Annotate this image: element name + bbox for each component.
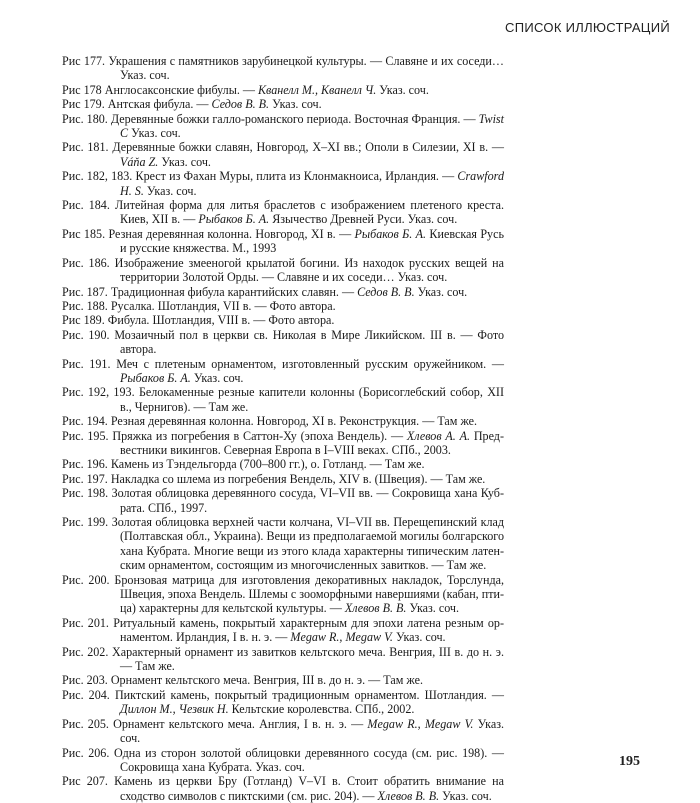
figure-number: Рис. 201. bbox=[62, 615, 109, 630]
caption-text: Резная деревянная колонна. Новгород, XI в. Реконструкция. — Там же. bbox=[110, 414, 478, 429]
figure-number: Рис. 195. bbox=[62, 428, 109, 443]
caption-text: Крест из Фахан Муры, плита из Клонмакноиса, Ирландия. — bbox=[135, 169, 458, 184]
list-item bbox=[62, 645, 504, 674]
figure-number: Рис. 192, 193. bbox=[62, 385, 135, 400]
caption-text: Указ. соч. bbox=[414, 284, 468, 299]
author-citation: Twist C bbox=[120, 111, 504, 141]
figure-number: Рис. 190. bbox=[62, 327, 110, 342]
list-item bbox=[62, 472, 504, 486]
caption-text: Литейная форма для литья браслетов с изображением плетеного креста. Киев, XII в. — bbox=[115, 198, 504, 227]
caption-text: Одна из сторон золотой облицовки деревянного сосуда (см. рис. 198). — Сокровища хана Кубрата. Указ. соч. bbox=[114, 745, 504, 774]
figure-number: Рис. 206. bbox=[62, 745, 110, 760]
caption-text: Золотая облицовка деревянного сосуда, VI–VII вв. — Сокровища хана Кубрата. СПб., 1997. bbox=[111, 486, 504, 515]
author-citation: Crawford H. S. bbox=[120, 169, 504, 198]
list-item bbox=[62, 112, 504, 141]
caption-text: Указ. соч. bbox=[376, 82, 429, 97]
list-item bbox=[62, 746, 504, 775]
caption-text: Киевская Русь и русские княжества. М., 1993 bbox=[120, 226, 504, 256]
caption-text: Резная деревянная колонна. Новгород, XI в. — bbox=[108, 226, 355, 241]
figure-number: Рис. 197. bbox=[62, 471, 108, 486]
caption-text: Пиктский камень, покрытый традиционным орнаментом. Шотландия. — bbox=[114, 687, 504, 702]
caption-text: Русалка. Шотландия, VII в. — Фото автора. bbox=[110, 298, 336, 313]
illustration-list bbox=[62, 54, 504, 803]
list-item bbox=[62, 83, 504, 97]
caption-text: Указ. соч. bbox=[406, 601, 460, 616]
caption-text: Традиционная фибула карантийских славян. — bbox=[110, 284, 358, 299]
figure-number: Рис. 187. bbox=[62, 284, 108, 299]
author-citation: Седов В. В. bbox=[357, 284, 415, 299]
page-number: 195 bbox=[619, 754, 640, 769]
caption-text: Ритуальный камень, покрытый характерным для эпохи латена резным орнаментом. Ирландия, I в. н. э. — bbox=[113, 615, 504, 645]
list-item bbox=[62, 227, 504, 256]
figure-number: Рис. 202. bbox=[62, 644, 109, 659]
list-item bbox=[62, 717, 504, 746]
list-item bbox=[62, 169, 504, 198]
figure-number: Рис 177. bbox=[62, 54, 106, 68]
caption-text: Орнамент кельтского меча. Венгрия, III в. до н. э. — Там же. bbox=[110, 673, 423, 688]
caption-text: Указ. соч. bbox=[269, 97, 322, 112]
figure-number: Рис. 180. bbox=[62, 111, 108, 126]
list-item bbox=[62, 515, 504, 573]
author-citation: Рыбаков Б. А. bbox=[354, 226, 427, 241]
list-item bbox=[62, 385, 504, 414]
list-item bbox=[62, 256, 504, 285]
list-item bbox=[62, 313, 504, 327]
figure-number: Рис. 194. bbox=[62, 414, 108, 429]
caption-text: Камень из Тэндельгорда (700–800 гг.), о. Готланд. — Там же. bbox=[110, 457, 425, 472]
caption-text: Белокаменные резные капители колонны (Борисоглебский собор, XII в., Чернигов). — Там же. bbox=[120, 385, 504, 414]
figure-number: Рис. 203. bbox=[62, 673, 108, 688]
caption-text: Деревянные божки галло-романского периода. Восточная Франция. — bbox=[110, 111, 479, 126]
author-citation: Седов В. В. bbox=[211, 97, 270, 112]
caption-text: Указ. соч. bbox=[439, 788, 492, 803]
caption-text: Указ. соч. bbox=[190, 370, 244, 385]
author-citation: Хлевов В. В. bbox=[344, 601, 407, 616]
figure-number: Рис. 188. bbox=[62, 298, 108, 313]
list-item bbox=[62, 673, 504, 687]
caption-text: Характерный орнамент из завитков кельтского меча. Венгрия, III в. до н. э. — Там же. bbox=[111, 644, 504, 674]
caption-text: Англосаксонские фибулы. — bbox=[104, 82, 258, 97]
list-item bbox=[62, 285, 504, 299]
figure-number: Рис. 184. bbox=[62, 198, 110, 213]
list-item bbox=[62, 97, 504, 111]
list-item bbox=[62, 688, 504, 717]
list-item bbox=[62, 357, 504, 386]
figure-number: Рис. 200. bbox=[62, 572, 110, 587]
caption-text: Фибула. Шотландия, VIII в. — Фото автора. bbox=[107, 313, 335, 328]
list-item bbox=[62, 457, 504, 471]
author-citation: Рыбаков Б. А. bbox=[198, 212, 270, 227]
caption-text: Указ. соч. bbox=[128, 126, 181, 141]
figure-number: Рис. 181. bbox=[62, 140, 109, 155]
caption-text: Украшения с памятников зарубинецкой культуры. — Славяне и их соседи… Указ. соч. bbox=[108, 54, 504, 83]
caption-text: Предвестники викингов. Северная Европа в I–VIII веках. СПб., 2003. bbox=[120, 428, 504, 457]
list-item bbox=[62, 616, 504, 645]
list-item bbox=[62, 54, 504, 83]
figure-number: Рис. 205. bbox=[62, 716, 109, 731]
figure-number: Рис. 182, 183. bbox=[62, 169, 133, 184]
caption-text: Золотая облицовка верхней части колчана, VI–VII вв. Перещепинский клад (Полтавская обл., Украина). Вещи из предполагаемой могилы болгарского хана Кубрата. Многие вещи из этого клада характерны типическим латенским орнаментом, состоящим из многочисленных завитков. — Там же. bbox=[111, 515, 505, 573]
caption-text: Изображение змееногой крылатой богини. Из находок русских вещей на территории Золотой Орды. — Славяне и их соседи… Указ. соч. bbox=[114, 255, 504, 285]
caption-text: Указ. соч. bbox=[143, 183, 197, 198]
caption-text: Орнамент кельтского меча. Англия, I в. н. э. — bbox=[113, 716, 368, 731]
figure-number: Рис 207. bbox=[62, 774, 108, 789]
caption-text: Меч с плетеным орнаментом, изготовленный русским оружейником. — bbox=[116, 356, 504, 371]
caption-text: Указ. соч. bbox=[392, 630, 446, 645]
author-citation: Рыбаков Б. А. bbox=[120, 370, 191, 385]
caption-text: Мозаичный пол в церкви св. Николая в Мире Ликийском. III в. — Фото автора. bbox=[114, 327, 505, 357]
figure-number: Рис. 204. bbox=[62, 687, 110, 702]
figure-number: Рис 185. bbox=[62, 226, 106, 241]
caption-text: Указ. соч. bbox=[120, 716, 505, 746]
author-citation: Кванелл М., Кванелл Ч. bbox=[258, 82, 377, 97]
caption-text: Язычество Древней Руси. Указ. соч. bbox=[269, 212, 458, 227]
figure-number: Рис 178 bbox=[62, 82, 102, 97]
list-item bbox=[62, 414, 504, 428]
list-item bbox=[62, 486, 504, 515]
caption-text: Указ. соч. bbox=[158, 154, 211, 169]
caption-text: Деревянные божки славян, Новгород, X–XI вв.; Ополи в Силезии, XI в. — bbox=[112, 140, 505, 155]
list-item bbox=[62, 198, 504, 227]
author-citation: Megaw R., Megaw V. bbox=[290, 630, 393, 645]
figure-number: Рис. 186. bbox=[62, 255, 110, 270]
figure-number: Рис. 191. bbox=[62, 356, 111, 371]
figure-number: Рис. 198. bbox=[62, 486, 109, 501]
caption-text: Бронзовая матрица для изготовления декоративных накладок, Торслунда, Швеция, эпоха Вендель. Шлемы с зооморфными навершиями (кабан, птица) характерны для кельтской культуры. — bbox=[114, 572, 504, 616]
list-item bbox=[62, 573, 504, 616]
author-citation: Váňa Z. bbox=[120, 154, 159, 169]
author-citation: Хлевов В. В. bbox=[377, 788, 440, 803]
figure-number: Рис. 199. bbox=[62, 515, 109, 529]
list-item bbox=[62, 774, 504, 803]
list-item bbox=[62, 299, 504, 313]
caption-text: Накладка со шлема из погребения Вендель, XIV в. (Швеция). — Там же. bbox=[110, 471, 486, 486]
figure-number: Рис. 196. bbox=[62, 457, 108, 472]
list-item bbox=[62, 429, 504, 458]
caption-text: Пряжка из погребения в Саттон-Ху (эпоха Вендель). — bbox=[112, 428, 407, 443]
author-citation: Хлевов А. А. bbox=[406, 428, 471, 443]
figure-number: Рис 179. bbox=[62, 97, 105, 112]
caption-text: Кельтские королевства. СПб., 2002. bbox=[228, 702, 415, 717]
list-item bbox=[62, 140, 504, 169]
figure-number: Рис 189. bbox=[62, 313, 105, 328]
caption-text: Камень из церкви Бру (Готланд) V–VI в. Стоит обратить внимание на сходство символов с пиктскими (см. рис. 204). — bbox=[114, 774, 504, 803]
author-citation: Megaw R., Megaw V. bbox=[367, 716, 474, 731]
list-item bbox=[62, 328, 504, 357]
caption-text: Антская фибула. — bbox=[107, 97, 212, 112]
author-citation: Диллон М., Чезвик Н. bbox=[120, 702, 229, 717]
running-head: СПИСОК ИЛЛЮСТРАЦИЙ bbox=[505, 20, 670, 35]
